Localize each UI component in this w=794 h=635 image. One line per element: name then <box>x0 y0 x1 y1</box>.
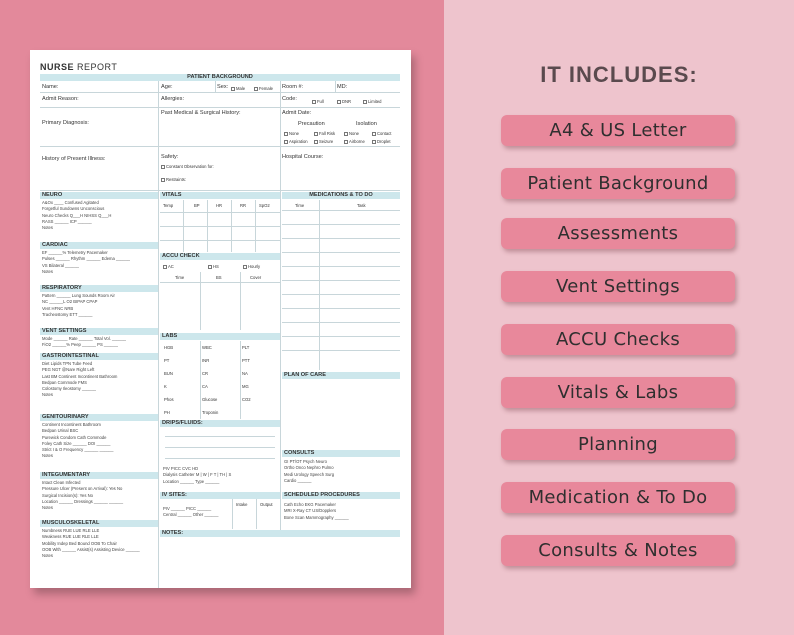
feature-planning: Planning <box>501 429 735 460</box>
gi-line: Colostomy Ileostomy ______ <box>42 386 96 392</box>
feature-accu-checks: ACCU Checks <box>501 324 735 355</box>
consult-line: Cardio ______ <box>284 477 312 483</box>
lab-ptt: PTT <box>242 358 250 363</box>
female-text: Female <box>259 86 273 91</box>
line-item: PIV PICC CVC HD <box>163 466 199 471</box>
plan-of-care-band: PLAN OF CARE <box>282 372 400 379</box>
checkbox <box>344 140 348 144</box>
grid-line <box>240 272 241 330</box>
grid-line <box>207 200 208 252</box>
lab-inr: INR <box>202 358 210 363</box>
drip-line <box>165 447 275 448</box>
procedure-line: Bone Scan Mammography ______ <box>284 514 349 520</box>
admit-date-label: Admit Date: <box>282 110 312 116</box>
divider <box>40 190 400 191</box>
md-label: MD: <box>337 84 348 90</box>
code-limited-text: Limited <box>368 99 382 104</box>
iv-line: PIV ______ PICC ______ <box>163 506 212 511</box>
checkbox <box>337 100 341 104</box>
checkbox <box>284 132 288 136</box>
code-label: Code: <box>282 96 297 102</box>
resp-items <box>42 293 115 318</box>
grid-line <box>319 200 320 370</box>
cardiac-band: CARDIAC <box>40 242 158 249</box>
divider <box>335 81 336 92</box>
pmsh-label: Past Medical & Surgical History: <box>161 110 241 116</box>
vitals-col-spo2: SpO2 <box>259 203 270 208</box>
prec-fall-risk <box>314 130 335 137</box>
genitourinary-band: GENITOURINARY <box>40 414 158 421</box>
accu-col-time: Time <box>175 275 185 280</box>
drip-line <box>165 458 275 459</box>
divider <box>40 107 400 108</box>
grid-line <box>240 341 241 419</box>
vitals-col-bp: BP <box>194 203 200 208</box>
neuro-line: Forgetful Sundowns Unconscious <box>42 206 105 212</box>
code-full-text: Full <box>317 99 324 104</box>
gi-items <box>42 361 117 399</box>
grid-line <box>160 212 280 213</box>
includes-heading: IT INCLUDES: <box>540 62 698 87</box>
grid-line <box>282 210 400 211</box>
safety-label: Safety: <box>161 154 179 160</box>
neuro-line: Neuro Checks Q___H NIHSS Q___H <box>42 212 112 218</box>
musculoskeletal-band: MUSCULOSKELETAL <box>40 520 158 527</box>
allergies-label: Allergies: <box>161 96 185 102</box>
prec-fall-risk-text: Fall Risk <box>319 131 336 136</box>
neuro-line: A&Ox ____ Confused Agitated <box>42 200 99 205</box>
msk-items <box>42 528 140 559</box>
lab-phos: Phos <box>164 397 174 402</box>
grid-line <box>282 350 400 351</box>
iso-contact-text: Contact <box>377 131 392 136</box>
accu-hourly-option <box>243 263 260 270</box>
grid-line <box>160 282 280 283</box>
isolation-label: Isolation <box>356 121 377 127</box>
code-full-option <box>312 98 324 105</box>
meds-task: Task <box>357 203 366 208</box>
scheduled-procedures-band: SCHEDULED PROCEDURES <box>282 492 400 499</box>
primary-diagnosis-label: Primary Diagnosis: <box>42 120 89 126</box>
checkbox <box>163 265 167 269</box>
checkbox <box>243 265 247 269</box>
divider <box>40 92 400 93</box>
cardiac-line: EF ______% Telemetry Pacemaker <box>42 250 108 255</box>
prec-seizure-text: Seizure <box>319 139 334 144</box>
msk-line: OOB With ______ Assist(s) Assisting Device ______ <box>42 546 140 552</box>
checkbox <box>344 132 348 136</box>
grid-line <box>183 200 184 252</box>
msk-line: Numbness RUE LUE RLE LLE <box>42 528 100 533</box>
gu-line: Continent Incontinent Bathroom <box>42 422 101 427</box>
male-option <box>231 85 245 92</box>
constant-obs-text: Constant Observation for: <box>166 164 214 169</box>
line-items <box>163 466 231 485</box>
checkbox <box>231 87 235 91</box>
cardiac-line: Pulses ______ Rhythm ______ Edema ______ <box>42 256 131 262</box>
feature-patient-background: Patient Background <box>501 168 735 199</box>
procedure-line: Cath Echo EKG Pacemaker <box>284 502 336 507</box>
lab-pt: PT <box>164 358 170 363</box>
checkbox <box>208 265 212 269</box>
lab-plt: PLT <box>242 345 250 350</box>
gi-line: Notes <box>42 392 53 398</box>
iso-none <box>344 130 359 137</box>
integ-line: Notes <box>42 505 53 511</box>
lab-ca: CA <box>202 384 208 389</box>
code-limited-option <box>363 98 382 105</box>
patient-background-band: PATIENT BACKGROUND <box>40 74 400 81</box>
neuro-items <box>42 200 111 231</box>
feature-vitals-labs: Vitals & Labs <box>501 377 735 408</box>
divider <box>40 146 400 147</box>
grid-line <box>282 280 400 281</box>
checkbox <box>254 87 258 91</box>
iso-contact <box>372 130 391 137</box>
accu-check-band: ACCU CHECK <box>160 253 280 260</box>
gi-line: Last BM Continent Incontinent Bathroom <box>42 373 118 379</box>
female-option <box>254 85 273 92</box>
neuro-line: RASS ______ ICP ______ <box>42 218 92 224</box>
checkbox <box>363 100 367 104</box>
labs-band: LABS <box>160 333 280 340</box>
vitals-col-rr: RR <box>240 203 247 208</box>
grid-line <box>232 499 233 529</box>
cardiac-items <box>42 250 130 275</box>
age-label: Age: <box>161 84 173 90</box>
accu-ac-option <box>163 263 174 270</box>
msk-line: Weakness RUE LUE RLE LLE <box>42 534 99 540</box>
admit-reason-label: Admit Reason: <box>42 96 79 102</box>
gi-line: Bedpan Commode FMS <box>42 379 87 385</box>
integ-items <box>42 480 123 511</box>
precaution-label: Precaution <box>298 121 325 127</box>
line-item: Dialysis Catheter M | W | F T | TH | S <box>163 472 232 478</box>
consult-line: GI PT/OT Psych Neuro <box>284 459 327 464</box>
divider <box>158 81 159 190</box>
checkbox <box>314 132 318 136</box>
grid-line <box>282 294 400 295</box>
prec-seizure <box>314 138 333 145</box>
feature-consults-notes: Consults & Notes <box>501 535 735 566</box>
grid-line <box>282 322 400 323</box>
code-dnr-text: DNR <box>342 99 352 104</box>
feature-a4-us-letter: A4 & US Letter <box>501 115 735 146</box>
hospital-course-label: Hospital Course: <box>282 154 324 160</box>
intake-label: Intake <box>236 502 248 507</box>
gastrointestinal-band: GASTROINTESTINAL <box>40 353 158 360</box>
checkbox <box>372 132 376 136</box>
checkbox <box>284 140 288 144</box>
gi-line: Diet Lipids TPN Tube Feed <box>42 361 93 366</box>
resp-line: Vent HFNC NRB <box>42 305 74 311</box>
accu-hourly-text: Hourly <box>248 264 261 269</box>
prec-aspiration <box>284 138 308 145</box>
grid-line <box>160 240 280 241</box>
procedure-items <box>284 502 349 521</box>
prec-none <box>284 130 299 137</box>
lab-na: NA <box>242 371 248 376</box>
notes-band: NOTES: <box>160 530 400 537</box>
grid-line <box>282 336 400 337</box>
grid-line <box>200 272 201 330</box>
cardiac-line: VS Bilateral ______ <box>42 262 80 268</box>
grid-line <box>231 200 232 252</box>
checkbox <box>161 165 165 169</box>
iv-sites-band: IV SITES: <box>160 492 280 499</box>
accu-hs-option <box>208 263 219 270</box>
gu-line: Bedpan Urinal BSC <box>42 428 79 434</box>
integ-line: Surgical Incision(s): Yes No <box>42 492 93 498</box>
grid-line <box>282 252 400 253</box>
room-label: Room #: <box>282 84 304 90</box>
gu-line: Foley Cath Size ______ DOI ______ <box>42 440 111 446</box>
lab-glucose: Glucose <box>202 397 218 402</box>
vent-line: Mode ______ Rate ______ Total Vol. ______ <box>42 336 126 341</box>
sheet-title <box>40 62 117 72</box>
feature-medication-todo: Medication & To Do <box>501 482 735 513</box>
output-label: Output <box>260 502 273 507</box>
grid-line <box>256 499 257 529</box>
integ-line: Intact Clean Infected <box>42 480 81 485</box>
iso-none-text: None <box>349 131 360 136</box>
checkbox <box>314 140 318 144</box>
vent-settings-band: VENT SETTINGS <box>40 328 158 335</box>
drips-fluids-band: DRIPS/FLUIDS: <box>160 420 280 427</box>
msk-line: Notes <box>42 553 53 559</box>
iv-items <box>163 506 218 519</box>
resp-line: Pattern ______ Lung Sounds Room Air <box>42 293 115 298</box>
lab-bun: BUN <box>164 371 173 376</box>
vent-line: FiO2 ______% Peep ______ PS ______ <box>42 342 118 348</box>
lab-ph: PH <box>164 410 170 415</box>
drip-line <box>165 436 275 437</box>
constant-obs-option <box>161 163 214 170</box>
gu-line: Strict I & O Frequency ______ ______ <box>42 447 114 453</box>
resp-line: Tracheostomy ETT ______ <box>42 311 93 317</box>
prec-none-text: None <box>289 131 300 136</box>
lab-k: K <box>164 384 167 389</box>
iso-droplet <box>372 138 391 145</box>
checkbox <box>372 140 376 144</box>
vitals-band: VITALS <box>160 192 280 199</box>
checkbox <box>161 178 165 182</box>
integ-line: Pressure Ulcer (Present on Arrival): Yes No <box>42 486 123 492</box>
restraints-text: Restraints: <box>166 177 187 182</box>
lab-troponin: Troponin <box>202 410 219 415</box>
divider <box>280 190 281 536</box>
meds-band: MEDICATIONS & TO DO <box>282 192 400 199</box>
prec-aspiration-text: Aspiration <box>289 139 308 144</box>
procedure-line: MRI X-Ray CT US/Dopplers <box>284 508 337 514</box>
consults-band: CONSULTS <box>282 450 400 457</box>
grid-line <box>282 308 400 309</box>
feature-vent-settings: Vent Settings <box>501 271 735 302</box>
accu-col-cover: Cover <box>250 275 262 280</box>
grid-line <box>282 266 400 267</box>
iv-line: Central ______ Other ______ <box>163 512 219 518</box>
gu-items <box>42 422 113 460</box>
integumentary-band: INTEGUMENTARY <box>40 472 158 479</box>
grid-line <box>200 341 201 419</box>
gu-line: Notes <box>42 453 53 459</box>
vitals-col-temp: Temp <box>163 203 174 208</box>
integ-line: Location ______ Dressings ______ ______ <box>42 498 124 504</box>
grid-line <box>282 238 400 239</box>
checkbox <box>312 100 316 104</box>
grid-line <box>282 224 400 225</box>
consult-line: Medi Urology Speech Surg <box>284 471 335 477</box>
neuro-line: Notes <box>42 225 53 231</box>
restraints-option <box>161 176 186 183</box>
neuro-band: NEURO <box>40 192 158 199</box>
respiratory-band: RESPIRATORY <box>40 285 158 292</box>
consult-items <box>284 459 334 484</box>
nurse-report-sheet <box>30 50 411 588</box>
title-nurse: NURSE <box>40 62 75 72</box>
cardiac-line: Notes <box>42 268 53 274</box>
consult-line: Ortho Onco Nephro Pulmo <box>284 465 334 471</box>
code-dnr-option <box>337 98 351 105</box>
accu-col-bs: BS <box>216 275 222 280</box>
lab-co2: CO2 <box>242 397 251 402</box>
accu-hs-text: HS <box>213 264 219 269</box>
lab-hgb: HGB <box>164 345 174 350</box>
grid-line <box>160 226 280 227</box>
gu-line: Purewick Condom Cath Commode <box>42 434 107 440</box>
resp-line: NC ______L O2 BIPAP CPAP <box>42 299 98 305</box>
title-report: REPORT <box>74 62 118 72</box>
accu-ac-text: AC <box>168 264 174 269</box>
meds-time: Time <box>295 203 305 208</box>
feature-assessments: Assessments <box>501 218 735 249</box>
iso-airborne <box>344 138 365 145</box>
lab-wbc: WBC <box>202 345 212 350</box>
grid-line <box>255 200 256 252</box>
iso-airborne-text: Airborne <box>349 139 365 144</box>
gi-line: PEG NGT @Nare Right Left <box>42 367 95 373</box>
vent-items <box>42 336 126 349</box>
divider <box>158 190 159 588</box>
male-text: Male <box>236 86 246 91</box>
name-label: Name: <box>42 84 59 90</box>
divider <box>215 81 216 92</box>
hpi-label: History of Present Illness: <box>42 156 106 162</box>
iso-droplet-text: Droplet <box>377 139 391 144</box>
lab-cr: CR <box>202 371 209 376</box>
line-item: Location ______ Type ______ <box>163 478 220 484</box>
msk-line: Mobility Indep Bed Bound OOB To Chair <box>42 540 117 546</box>
vitals-col-hr: HR <box>216 203 223 208</box>
sex-label: Sex: <box>217 84 229 90</box>
divider <box>280 81 281 190</box>
lab-mg: MG <box>242 384 249 389</box>
